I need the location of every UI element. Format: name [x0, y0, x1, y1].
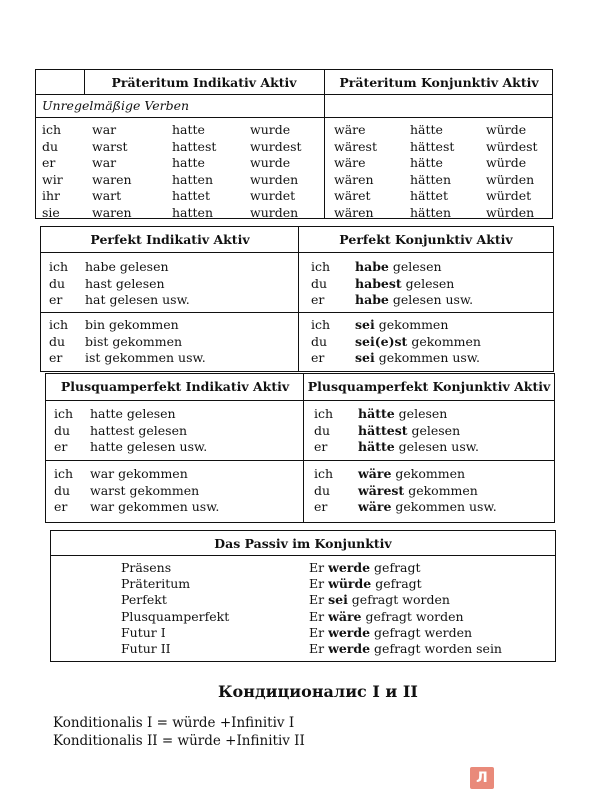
conjugation-cell: wäret [334, 188, 371, 203]
conjugation-cell: ich [42, 122, 62, 137]
konjunktiv-form [358, 483, 478, 499]
konjunktiv-form [358, 466, 465, 482]
conjugation-cell: wäre [334, 155, 366, 170]
konjunktiv-form [355, 350, 480, 366]
passive-form [309, 576, 422, 592]
passive-form [309, 609, 464, 625]
section-title: Кондиционалис I и II [218, 682, 418, 701]
pronoun: ich [54, 466, 74, 481]
conjugation-cell: hatten [172, 204, 213, 220]
passive-form [309, 625, 472, 641]
pronoun: ich [314, 466, 334, 481]
table-praeteritum [35, 69, 553, 219]
header-perfekt-konjunktiv: Perfekt Konjunktiv Aktiv [339, 232, 513, 247]
conjugation-cell: würde [486, 122, 527, 137]
conjugation-cell: wurde [250, 155, 291, 170]
conjugation-cell: hättest [410, 138, 455, 154]
auxiliary-verb: wäre [358, 499, 392, 514]
auxiliary-verb: habest [355, 275, 402, 291]
tense-name: Präteritum [121, 576, 191, 592]
pronoun: du [54, 422, 71, 438]
auxiliary-verb: werde [328, 624, 371, 640]
table-row [51, 641, 555, 657]
conjugation-cell: hatte [172, 122, 205, 137]
tense-name: Futur II [121, 641, 171, 656]
auxiliary-verb: werde [328, 641, 371, 656]
table-row [41, 276, 553, 292]
konjunktiv-form [358, 423, 460, 439]
conjugation-cell: waren [92, 171, 132, 187]
conjugation-cell: hätte [410, 155, 443, 170]
table-row [41, 317, 553, 333]
subject: Er [309, 592, 329, 608]
table-row [51, 576, 555, 592]
indikativ-form: hat gelesen usw. [85, 292, 190, 307]
participle: gekommen usw. [374, 350, 481, 365]
conjugation-cell: wart [92, 188, 122, 203]
header-plusquamperfekt-indikativ: Plusquamperfekt Indikativ Aktiv [60, 379, 290, 394]
table-row [46, 466, 554, 482]
table-row [41, 259, 553, 275]
conjugation-cell: hatten [172, 171, 213, 187]
conjugation-cell: würde [486, 155, 527, 170]
divider [46, 460, 554, 461]
table-row [36, 172, 552, 188]
table-row [41, 334, 553, 350]
conjugation-cell: hättet [410, 188, 448, 203]
pronoun: er [54, 499, 68, 514]
header-plusquamperfekt-konjunktiv: Plusquamperfekt Konjunktiv Aktiv [307, 379, 551, 394]
conjugation-cell: war [92, 122, 117, 137]
table-row [46, 406, 554, 422]
header-praeteritum-indikativ: Präteritum Indikativ Aktiv [111, 75, 297, 90]
participle: gelesen [388, 259, 442, 274]
pronoun: er [311, 350, 325, 365]
conjugation-cell: würden [486, 171, 535, 187]
pronoun: du [49, 275, 66, 291]
pronoun: ich [49, 317, 69, 332]
header-perfekt-indikativ: Perfekt Indikativ Aktiv [90, 232, 250, 247]
table-row [46, 483, 554, 499]
table-row [46, 423, 554, 439]
divider [84, 70, 85, 95]
auxiliary-verb: habe [355, 259, 389, 274]
auxiliary-verb: habe [355, 292, 389, 307]
subheader-unregelmaessige-verben: Unregelmäßige Verben [42, 98, 190, 113]
participle: gekommen [407, 333, 481, 349]
indikativ-form: hatte gelesen [90, 406, 176, 421]
passive-form [309, 560, 421, 576]
pronoun: du [314, 422, 331, 438]
conjugation-cell: hätte [410, 122, 443, 137]
divider [36, 94, 552, 95]
divider [41, 312, 553, 313]
indikativ-form: warst gekommen [90, 482, 200, 498]
tense-name: Futur I [121, 624, 166, 640]
table-row [51, 560, 555, 576]
konjunktiv-form [358, 406, 447, 422]
pronoun: ich [311, 259, 331, 274]
divider [36, 117, 552, 118]
conjugation-cell: wurdest [250, 138, 302, 154]
konjunktiv-form [355, 334, 481, 350]
pronoun: du [49, 333, 66, 349]
auxiliary-verb: sei [355, 350, 375, 365]
pronoun: ich [314, 406, 334, 421]
passive-form [309, 641, 502, 657]
conjugation-cell: hattet [172, 188, 210, 203]
header-praeteritum-konjunktiv: Präteritum Konjunktiv Aktiv [339, 75, 539, 90]
conjugation-cell: hatte [172, 155, 205, 170]
divider [51, 555, 555, 556]
conjugation-cell: war [92, 155, 117, 170]
formula-konditionalis-1: Konditionalis I = würde +Infinitiv I [53, 715, 295, 731]
auxiliary-verb: wäre [328, 608, 362, 624]
participle: gekommen [391, 466, 466, 481]
participle: gelesen [401, 275, 455, 291]
passive-form [309, 592, 450, 608]
table-row [51, 625, 555, 641]
pronoun: du [311, 333, 328, 349]
indikativ-form: war gekommen usw. [90, 499, 220, 514]
auxiliary-verb: wärest [358, 482, 405, 498]
table-row [41, 292, 553, 308]
indikativ-form: hast gelesen [85, 275, 165, 291]
tense-name: Plusquamperfekt [121, 608, 230, 624]
pronoun: du [314, 482, 331, 498]
conjugation-cell: du [42, 138, 59, 154]
conjugation-cell: wäre [334, 122, 366, 137]
conjugation-cell: sie [42, 204, 60, 220]
conjugation-cell: er [42, 155, 56, 170]
pronoun: ich [49, 259, 69, 274]
table-row [36, 122, 552, 138]
conjugation-cell: wir [42, 171, 63, 187]
table-row [36, 155, 552, 171]
subject: Er [309, 560, 329, 575]
indikativ-form: ist gekommen usw. [85, 350, 206, 365]
indikativ-form: habe gelesen [85, 259, 169, 274]
auxiliary-verb: sei(e)st [355, 333, 408, 349]
conjugation-cell: warst [92, 138, 128, 154]
conjugation-cell: würden [486, 204, 535, 220]
participle: gelesen [394, 406, 448, 421]
subject: Er [309, 641, 329, 656]
conjugation-cell: wärest [334, 138, 377, 154]
table-row [41, 350, 553, 366]
table-row [51, 609, 555, 625]
subject: Er [309, 576, 329, 592]
participle: gefragt [370, 560, 421, 575]
divider [41, 252, 553, 253]
table-row [36, 139, 552, 155]
participle: gelesen usw. [394, 439, 479, 454]
table-row [36, 188, 552, 204]
auxiliary-verb: würde [328, 576, 372, 592]
conjugation-cell: wurden [250, 204, 299, 220]
conjugation-cell: wären [334, 171, 374, 187]
conjugation-cell: würdest [486, 138, 538, 154]
participle: gefragt worden [347, 592, 450, 608]
pronoun: er [314, 439, 328, 454]
konjunktiv-form [355, 292, 473, 308]
pronoun: ich [311, 317, 331, 332]
participle: gekommen usw. [391, 499, 497, 514]
conjugation-cell: wurde [250, 122, 291, 137]
konjunktiv-form [355, 259, 442, 275]
conjugation-cell: wurden [250, 171, 299, 187]
tense-name: Präsens [121, 560, 172, 575]
table-perfekt [40, 226, 554, 372]
table-row [46, 439, 554, 455]
auxiliary-verb: wäre [358, 466, 392, 481]
conjugation-cell: würdet [486, 188, 532, 203]
tense-name: Perfekt [121, 592, 167, 608]
subject: Er [309, 624, 329, 640]
konjunktiv-form [358, 439, 479, 455]
conjugation-cell: hätten [410, 171, 451, 187]
table-row [36, 205, 552, 221]
pronoun: du [54, 482, 71, 498]
divider [46, 400, 554, 401]
pronoun: ich [54, 406, 74, 421]
auxiliary-verb: hättest [358, 422, 408, 438]
auxiliary-verb: werde [328, 560, 371, 575]
table-passiv-konjunktiv [50, 530, 556, 662]
participle: gefragt worden sein [370, 641, 502, 656]
participle: gekommen [374, 317, 449, 332]
participle: gefragt worden [361, 608, 464, 624]
participle: gelesen [407, 422, 461, 438]
pronoun: er [314, 499, 328, 514]
table-plusquamperfekt [45, 373, 555, 523]
participle: gekommen [404, 482, 478, 498]
conjugation-cell: ihr [42, 188, 61, 203]
pronoun: er [49, 292, 63, 307]
auxiliary-verb: sei [328, 592, 348, 608]
participle: gefragt werden [370, 624, 473, 640]
conjugation-cell: hätten [410, 204, 451, 220]
conjugation-cell: wurdet [250, 188, 296, 203]
indikativ-form: bin gekommen [85, 317, 179, 332]
subject: Er [309, 608, 329, 624]
publisher-logo: Л [470, 767, 494, 789]
auxiliary-verb: hätte [358, 439, 395, 454]
indikativ-form: war gekommen [90, 466, 188, 481]
conjugation-cell: wären [334, 204, 374, 220]
table-row [46, 499, 554, 515]
divider [324, 70, 325, 120]
header-passiv-konjunktiv: Das Passiv im Konjunktiv [214, 536, 392, 551]
auxiliary-verb: hätte [358, 406, 395, 421]
table-row [51, 592, 555, 608]
indikativ-form: hatte gelesen usw. [90, 439, 208, 454]
conjugation-cell: hattest [172, 138, 217, 154]
indikativ-form: bist gekommen [85, 333, 183, 349]
indikativ-form: hattest gelesen [90, 422, 188, 438]
konjunktiv-form [358, 499, 497, 515]
pronoun: er [54, 439, 68, 454]
auxiliary-verb: sei [355, 317, 375, 332]
participle: gefragt [371, 576, 422, 592]
konjunktiv-form [355, 317, 448, 333]
pronoun: du [311, 275, 328, 291]
pronoun: er [311, 292, 325, 307]
konjunktiv-form [355, 276, 454, 292]
participle: gelesen usw. [388, 292, 474, 307]
conjugation-cell: waren [92, 204, 132, 220]
pronoun: er [49, 350, 63, 365]
formula-konditionalis-2: Konditionalis II = würde +Infinitiv II [53, 733, 305, 749]
